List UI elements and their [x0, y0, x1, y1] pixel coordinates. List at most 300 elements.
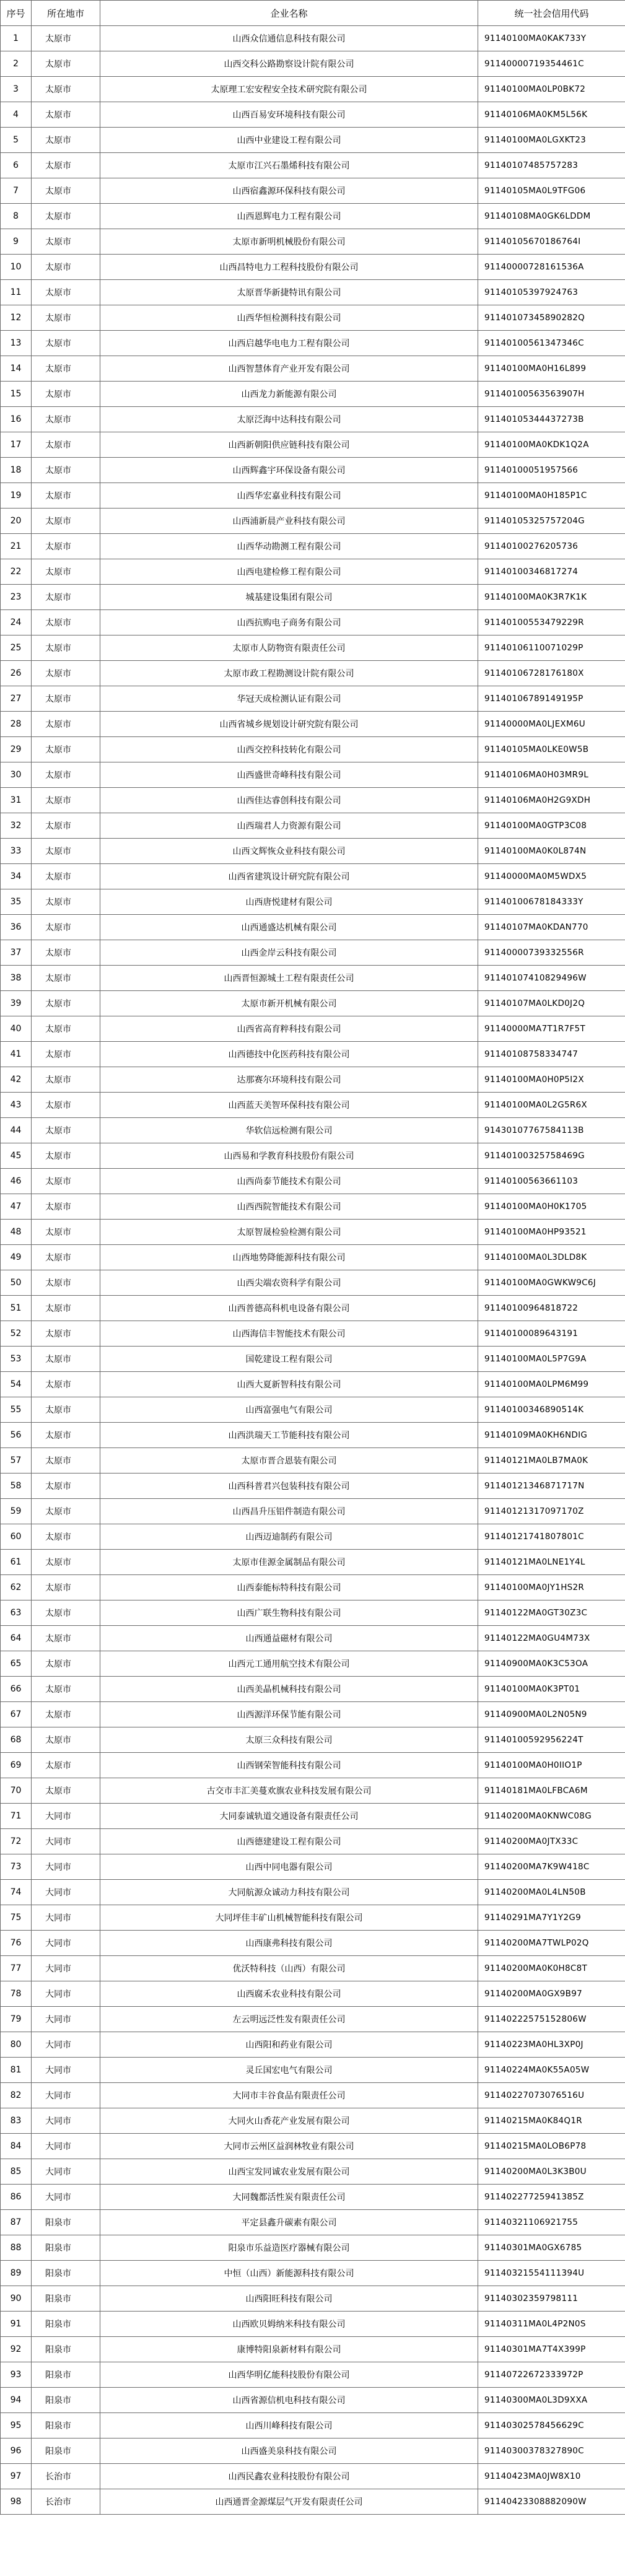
row-company-name: 山西华动勘测工程有限公司 [100, 534, 478, 559]
table-row [1, 1931, 625, 1956]
row-company-name: 山西蓝天美智环保科技有限公司 [100, 1093, 478, 1118]
row-serial: 49 [1, 1245, 32, 1270]
row-company-name: 山西尖端农资科学有限公司 [100, 1270, 478, 1296]
table-row [1, 1245, 625, 1270]
row-credit-code: 91430107767584113B [478, 1118, 625, 1143]
row-serial: 50 [1, 1270, 32, 1296]
row-serial: 71 [1, 1804, 32, 1829]
row-serial: 76 [1, 1931, 32, 1956]
row-company-name: 大同市云州区益润林牧业有限公司 [100, 2134, 478, 2159]
row-company-name: 山西昌特电力工程科技股份有限公司 [100, 255, 478, 280]
row-credit-code: 91140100MA0L2G5R6X [478, 1093, 625, 1118]
row-credit-code: 91140100MA0H0K1705 [478, 1194, 625, 1220]
row-serial: 89 [1, 2261, 32, 2286]
row-serial: 67 [1, 1702, 32, 1727]
row-serial: 81 [1, 2058, 32, 2083]
row-serial: 96 [1, 2438, 32, 2464]
table-row [1, 1651, 625, 1677]
row-credit-code: 91140200MA0L4LN50B [478, 1880, 625, 1905]
row-serial: 23 [1, 585, 32, 610]
table-row [1, 1067, 625, 1093]
table-row [1, 1854, 625, 1880]
row-serial: 5 [1, 128, 32, 153]
row-company-name: 山西省源信机电科技有限公司 [100, 2388, 478, 2413]
row-credit-code: 91140223MA0HL3XP0J [478, 2032, 625, 2058]
table-row [1, 1905, 625, 1931]
row-serial: 31 [1, 788, 32, 813]
row-credit-code: 91140100563661103 [478, 1169, 625, 1194]
row-credit-code: 91140000MA0LJEXM6U [478, 712, 625, 737]
row-company-name: 山西阳旺科技有限公司 [100, 2286, 478, 2312]
table-row [1, 1677, 625, 1702]
row-credit-code: 91140291MA7Y1Y2G9 [478, 1905, 625, 1931]
row-serial: 3 [1, 77, 32, 102]
row-credit-code: 91140722672333972P [478, 2362, 625, 2388]
row-company-name: 山西辉鑫宇环保设备有限公司 [100, 458, 478, 483]
row-credit-code: 91140100MA0K3R7K1K [478, 585, 625, 610]
row-credit-code: 91140105344437273B [478, 407, 625, 432]
row-company-name: 康博特阳泉新材料有限公司 [100, 2337, 478, 2362]
table-row [1, 686, 625, 712]
row-city: 太原市 [32, 255, 100, 280]
row-serial: 65 [1, 1651, 32, 1677]
row-city: 大同市 [32, 1905, 100, 1931]
row-city: 太原市 [32, 813, 100, 839]
row-city: 太原市 [32, 610, 100, 635]
row-company-name: 山西金岸云科技有限公司 [100, 940, 478, 966]
row-company-name: 山西省高育粹科技有限公司 [100, 1016, 478, 1042]
row-credit-code: 91140107MA0LKD0J2Q [478, 991, 625, 1016]
row-city: 太原市 [32, 1397, 100, 1423]
table-row [1, 2159, 625, 2185]
row-company-name: 山西广联生物科技有限公司 [100, 1600, 478, 1626]
row-city: 太原市 [32, 1270, 100, 1296]
row-credit-code: 91140122MA0GT30Z3C [478, 1600, 625, 1626]
table-row [1, 509, 625, 534]
row-serial: 60 [1, 1524, 32, 1550]
row-serial: 78 [1, 1981, 32, 2007]
row-credit-code: 91140100MA0K3PT01 [478, 1677, 625, 1702]
row-company-name: 山西地势降能源科技有限公司 [100, 1245, 478, 1270]
row-credit-code: 91140423MA0JW8X10 [478, 2464, 625, 2489]
row-city: 太原市 [32, 1220, 100, 1245]
row-serial: 57 [1, 1448, 32, 1474]
row-serial: 34 [1, 864, 32, 889]
row-city: 太原市 [32, 1474, 100, 1499]
table-row [1, 128, 625, 153]
row-serial: 48 [1, 1220, 32, 1245]
table-row [1, 1626, 625, 1651]
row-credit-code: 91140100MA0H0IIO1P [478, 1753, 625, 1778]
row-city: 太原市 [32, 1600, 100, 1626]
row-city: 太原市 [32, 712, 100, 737]
row-company-name: 太原市晋合恩装有限公司 [100, 1448, 478, 1474]
row-serial: 22 [1, 559, 32, 585]
row-company-name: 大同市丰谷食品有限责任公司 [100, 2083, 478, 2108]
row-city: 大同市 [32, 1956, 100, 1981]
table-row [1, 1575, 625, 1600]
row-serial: 85 [1, 2159, 32, 2185]
row-company-name: 太原市江兴石墨烯科技有限公司 [100, 153, 478, 178]
row-company-name: 山西富强电气有限公司 [100, 1397, 478, 1423]
row-company-name: 山西中同电器有限公司 [100, 1854, 478, 1880]
row-credit-code: 91140106MA0H03MR9L [478, 762, 625, 788]
row-credit-code: 91140106728176180X [478, 661, 625, 686]
row-company-name: 太原市政工程勘测设计院有限公司 [100, 661, 478, 686]
row-credit-code: 91140224MA0K55A05W [478, 2058, 625, 2083]
row-credit-code: 91140200MA0KNWC08G [478, 1804, 625, 1829]
row-serial: 4 [1, 102, 32, 128]
row-company-name: 山西恩辉电力工程有限公司 [100, 204, 478, 229]
row-city: 太原市 [32, 1575, 100, 1600]
row-credit-code: 91140321554111394U [478, 2261, 625, 2286]
row-credit-code: 91140107MA0KDAN770 [478, 915, 625, 940]
table-row [1, 26, 625, 51]
header-credit-code: 统一社会信用代码 [478, 1, 625, 26]
table-row [1, 661, 625, 686]
row-serial: 10 [1, 255, 32, 280]
row-company-name: 古交市丰汇美蔓欢旗农业科技发展有限公司 [100, 1778, 478, 1804]
row-city: 太原市 [32, 483, 100, 509]
row-credit-code: 91140100561347346C [478, 331, 625, 356]
row-city: 太原市 [32, 51, 100, 77]
row-company-name: 山西德技中化医药科技有限公司 [100, 1042, 478, 1067]
table-row [1, 2185, 625, 2210]
row-city: 太原市 [32, 737, 100, 762]
row-serial: 97 [1, 2464, 32, 2489]
row-city: 太原市 [32, 1677, 100, 1702]
table-row [1, 1372, 625, 1397]
row-credit-code: 91140100592956224T [478, 1727, 625, 1753]
row-company-name: 山西众信通信息科技有限公司 [100, 26, 478, 51]
row-credit-code: 91140100MA0GTP3C08 [478, 813, 625, 839]
row-company-name: 山西迈迪制药有限公司 [100, 1524, 478, 1550]
row-city: 太原市 [32, 26, 100, 51]
row-company-name: 山西川峰科技有限公司 [100, 2413, 478, 2438]
row-credit-code: 91140100MA0GWKW9C6J [478, 1270, 625, 1296]
row-credit-code: 91140100MA0KDK1Q2A [478, 432, 625, 458]
table-row [1, 1727, 625, 1753]
row-serial: 41 [1, 1042, 32, 1067]
row-company-name: 山西佳达睿创科技有限公司 [100, 788, 478, 813]
row-company-name: 太原理工宏安程安全技术研究院有限公司 [100, 77, 478, 102]
table-row [1, 1753, 625, 1778]
row-city: 阳泉市 [32, 2438, 100, 2464]
row-company-name: 太原市新开机械有限公司 [100, 991, 478, 1016]
row-serial: 80 [1, 2032, 32, 2058]
row-credit-code: 91140215MA0LOB6P78 [478, 2134, 625, 2159]
row-serial: 33 [1, 839, 32, 864]
row-credit-code: 91140000MA7T1R7F5T [478, 1016, 625, 1042]
row-credit-code: 91140181MA0LFBCA6M [478, 1778, 625, 1804]
row-city: 太原市 [32, 1448, 100, 1474]
row-company-name: 城基建设集团有限公司 [100, 585, 478, 610]
table-row [1, 788, 625, 813]
row-company-name: 山西元工通用航空技术有限公司 [100, 1651, 478, 1677]
row-city: 太原市 [32, 1042, 100, 1067]
row-credit-code: 91140200MA7TWLP02Q [478, 1931, 625, 1956]
row-city: 太原市 [32, 382, 100, 407]
row-serial: 40 [1, 1016, 32, 1042]
row-serial: 53 [1, 1347, 32, 1372]
row-company-name: 山西美晶机械科技有限公司 [100, 1677, 478, 1702]
row-serial: 94 [1, 2388, 32, 2413]
table-row [1, 1423, 625, 1448]
header-company-name: 企业名称 [100, 1, 478, 26]
row-serial: 82 [1, 2083, 32, 2108]
row-company-name: 山西通益磁材有限公司 [100, 1626, 478, 1651]
row-city: 太原市 [32, 1524, 100, 1550]
table-body [1, 26, 625, 2515]
row-city: 太原市 [32, 839, 100, 864]
row-credit-code: 91140100964818722 [478, 1296, 625, 1321]
row-company-name: 山西中业建设工程有限公司 [100, 128, 478, 153]
row-credit-code: 91140200MA0K0H8C8T [478, 1956, 625, 1981]
table-row [1, 1143, 625, 1169]
row-city: 大同市 [32, 2159, 100, 2185]
table-row [1, 2438, 625, 2464]
table-row [1, 305, 625, 331]
row-company-name: 山西大夏新智科技有限公司 [100, 1372, 478, 1397]
row-credit-code: 91140227725941385Z [478, 2185, 625, 2210]
row-city: 大同市 [32, 2185, 100, 2210]
row-serial: 77 [1, 1956, 32, 1981]
table-row [1, 1981, 625, 2007]
table-row [1, 2261, 625, 2286]
row-serial: 47 [1, 1194, 32, 1220]
table-row [1, 229, 625, 255]
row-city: 太原市 [32, 1347, 100, 1372]
row-company-name: 山西华恒检测科技有限公司 [100, 305, 478, 331]
row-city: 太原市 [32, 229, 100, 255]
row-city: 太原市 [32, 1245, 100, 1270]
row-company-name: 山西华宏嘉业科技有限公司 [100, 483, 478, 509]
row-serial: 55 [1, 1397, 32, 1423]
row-serial: 95 [1, 2413, 32, 2438]
table-row [1, 864, 625, 889]
row-city: 大同市 [32, 2007, 100, 2032]
row-serial: 14 [1, 356, 32, 382]
table-row [1, 762, 625, 788]
row-serial: 64 [1, 1626, 32, 1651]
row-city: 长治市 [32, 2489, 100, 2515]
row-company-name: 达那赛尔环境科技有限公司 [100, 1067, 478, 1093]
table-row [1, 2388, 625, 2413]
row-serial: 16 [1, 407, 32, 432]
row-credit-code: 91140109MA0KH6NDIG [478, 1423, 625, 1448]
row-serial: 32 [1, 813, 32, 839]
row-serial: 74 [1, 1880, 32, 1905]
table-row [1, 2007, 625, 2032]
table-row [1, 915, 625, 940]
row-city: 太原市 [32, 1372, 100, 1397]
row-credit-code: 91140121317097170Z [478, 1499, 625, 1524]
row-serial: 90 [1, 2286, 32, 2312]
row-company-name: 山西唐悦建材有限公司 [100, 889, 478, 915]
row-credit-code: 91140200MA0L3K3B0U [478, 2159, 625, 2185]
row-city: 阳泉市 [32, 2362, 100, 2388]
row-company-name: 山西德建建设工程有限公司 [100, 1829, 478, 1854]
row-credit-code: 91140300MA0L3D9XXA [478, 2388, 625, 2413]
row-serial: 92 [1, 2337, 32, 2362]
row-serial: 2 [1, 51, 32, 77]
header-city: 所在地市 [32, 1, 100, 26]
table-row [1, 712, 625, 737]
table-row [1, 255, 625, 280]
row-credit-code: 91140107410829496W [478, 966, 625, 991]
row-company-name: 大同泰诚轨道交通设备有限责任公司 [100, 1804, 478, 1829]
row-company-name: 太原三众科技有限公司 [100, 1727, 478, 1753]
row-credit-code: 91140121741807801C [478, 1524, 625, 1550]
row-serial: 70 [1, 1778, 32, 1804]
row-city: 太原市 [32, 331, 100, 356]
row-credit-code: 91140302578456629C [478, 2413, 625, 2438]
row-serial: 17 [1, 432, 32, 458]
row-credit-code: 91140107345890282Q [478, 305, 625, 331]
table-row [1, 2134, 625, 2159]
row-serial: 51 [1, 1296, 32, 1321]
row-company-name: 山西腐禾农业科技有限公司 [100, 1981, 478, 2007]
row-company-name: 山西盛世奇峰科技有限公司 [100, 762, 478, 788]
row-company-name: 山西瑞君人力资源有限公司 [100, 813, 478, 839]
row-city: 太原市 [32, 1778, 100, 1804]
row-serial: 37 [1, 940, 32, 966]
row-serial: 9 [1, 229, 32, 255]
row-serial: 7 [1, 178, 32, 204]
table-row [1, 1093, 625, 1118]
table-row [1, 1347, 625, 1372]
row-company-name: 山西文辉恢众业科技有限公司 [100, 839, 478, 864]
row-credit-code: 91140200MA0JTX33C [478, 1829, 625, 1854]
row-company-name: 大同坪佳丰矿山机械智能科技有限公司 [100, 1905, 478, 1931]
row-serial: 52 [1, 1321, 32, 1347]
row-serial: 26 [1, 661, 32, 686]
row-serial: 43 [1, 1093, 32, 1118]
row-company-name: 大同魏都活性炭有限责任公司 [100, 2185, 478, 2210]
table-row [1, 1397, 625, 1423]
row-credit-code: 91140000728161536A [478, 255, 625, 280]
table-row [1, 2413, 625, 2438]
row-serial: 39 [1, 991, 32, 1016]
table-row [1, 280, 625, 305]
table-row [1, 559, 625, 585]
row-city: 阳泉市 [32, 2413, 100, 2438]
row-city: 太原市 [32, 1016, 100, 1042]
table-row [1, 1042, 625, 1067]
row-serial: 62 [1, 1575, 32, 1600]
row-company-name: 山西省城乡规划设计研究院有限公司 [100, 712, 478, 737]
table-row [1, 1194, 625, 1220]
row-city: 太原市 [32, 762, 100, 788]
row-credit-code: 91140106789149195P [478, 686, 625, 712]
table-row [1, 534, 625, 559]
row-city: 太原市 [32, 1753, 100, 1778]
row-credit-code: 91140000719354461C [478, 51, 625, 77]
row-serial: 35 [1, 889, 32, 915]
table-row [1, 1829, 625, 1854]
row-city: 阳泉市 [32, 2210, 100, 2235]
table-row [1, 407, 625, 432]
row-serial: 56 [1, 1423, 32, 1448]
row-company-name: 国乾建设工程有限公司 [100, 1347, 478, 1372]
row-city: 太原市 [32, 940, 100, 966]
table-row [1, 178, 625, 204]
row-city: 长治市 [32, 2464, 100, 2489]
table-row [1, 1778, 625, 1804]
table-row [1, 1550, 625, 1575]
row-company-name: 山西阳和药业有限公司 [100, 2032, 478, 2058]
row-city: 太原市 [32, 178, 100, 204]
row-serial: 73 [1, 1854, 32, 1880]
row-serial: 69 [1, 1753, 32, 1778]
row-serial: 59 [1, 1499, 32, 1524]
row-credit-code: 91140121MA0LB7MA0K [478, 1448, 625, 1474]
row-company-name: 山西电建检修工程有限公司 [100, 559, 478, 585]
row-credit-code: 91140105MA0L9TFG06 [478, 178, 625, 204]
table-row [1, 2312, 625, 2337]
row-company-name: 太原智晟检验检测有限公司 [100, 1220, 478, 1245]
row-credit-code: 91140321106921755 [478, 2210, 625, 2235]
table-row [1, 2235, 625, 2261]
row-city: 阳泉市 [32, 2388, 100, 2413]
table-row [1, 1804, 625, 1829]
row-city: 太原市 [32, 509, 100, 534]
row-city: 太原市 [32, 635, 100, 661]
row-serial: 54 [1, 1372, 32, 1397]
row-credit-code: 91140200MA0GX9B97 [478, 1981, 625, 2007]
row-company-name: 山西交控科技转化有限公司 [100, 737, 478, 762]
row-company-name: 太原泛海中达科技有限公司 [100, 407, 478, 432]
row-credit-code: 91140302359798111 [478, 2286, 625, 2312]
row-company-name: 山西通盛达机械有限公司 [100, 915, 478, 940]
row-credit-code: 91140300378327890C [478, 2438, 625, 2464]
row-city: 大同市 [32, 1880, 100, 1905]
row-company-name: 山西通晋金源煤层气开发有限责任公司 [100, 2489, 478, 2515]
table-row [1, 356, 625, 382]
row-city: 太原市 [32, 1727, 100, 1753]
row-credit-code: 91140100325758469G [478, 1143, 625, 1169]
row-serial: 20 [1, 509, 32, 534]
row-serial: 18 [1, 458, 32, 483]
table-row [1, 153, 625, 178]
row-credit-code: 91140100MA0LP0BK72 [478, 77, 625, 102]
row-credit-code: 91140100MA0LPM6M99 [478, 1372, 625, 1397]
row-city: 大同市 [32, 2058, 100, 2083]
row-serial: 28 [1, 712, 32, 737]
table-row [1, 458, 625, 483]
row-serial: 61 [1, 1550, 32, 1575]
table-row [1, 51, 625, 77]
row-company-name: 山西康弗科技有限公司 [100, 1931, 478, 1956]
row-credit-code: 91140121MA0LNE1Y4L [478, 1550, 625, 1575]
row-city: 阳泉市 [32, 2312, 100, 2337]
row-serial: 6 [1, 153, 32, 178]
table-row [1, 1600, 625, 1626]
row-city: 太原市 [32, 1651, 100, 1677]
row-credit-code: 91140215MA0K84Q1R [478, 2108, 625, 2134]
row-credit-code: 91140100089643191 [478, 1321, 625, 1347]
row-serial: 1 [1, 26, 32, 51]
row-credit-code: 91140100051957566 [478, 458, 625, 483]
row-credit-code: 91140100346817274 [478, 559, 625, 585]
row-city: 太原市 [32, 864, 100, 889]
table-row [1, 77, 625, 102]
row-city: 太原市 [32, 1423, 100, 1448]
row-city: 太原市 [32, 128, 100, 153]
row-credit-code: 91140105397924763 [478, 280, 625, 305]
row-serial: 15 [1, 382, 32, 407]
table-row [1, 1118, 625, 1143]
